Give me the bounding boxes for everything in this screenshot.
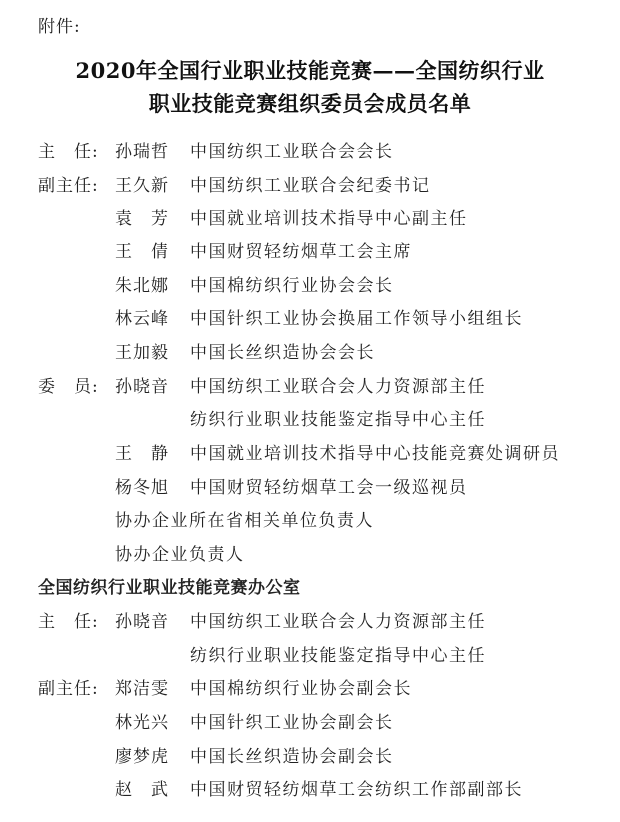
member-name: 王 倩 bbox=[115, 242, 169, 262]
member-position: 中国针织工业协会换届工作领导小组组长 bbox=[190, 309, 523, 329]
member-position: 中国纺织工业联合会纪委书记 bbox=[190, 176, 431, 196]
member-position: 纺织行业职业技能鉴定指导中心主任 bbox=[190, 646, 486, 666]
member-name: 孙瑞哲 bbox=[115, 142, 169, 162]
member-name: 赵 武 bbox=[115, 780, 169, 800]
member-position: 中国纺织工业联合会人力资源部主任 bbox=[190, 377, 486, 397]
role-label: 副主任: bbox=[38, 176, 99, 196]
member-position: 中国棉纺织行业协会会长 bbox=[190, 276, 394, 296]
member-name: 袁 芳 bbox=[115, 209, 169, 229]
member-name: 林光兴 bbox=[115, 713, 169, 733]
member-name: 王 静 bbox=[115, 444, 169, 464]
member-name: 林云峰 bbox=[115, 309, 169, 329]
attachment-label: 附件: bbox=[38, 17, 81, 37]
member-position: 中国棉纺织行业协会副会长 bbox=[190, 679, 412, 699]
role-label: 主 任: bbox=[38, 612, 99, 632]
member-position: 中国财贸轻纺烟草工会主席 bbox=[190, 242, 412, 262]
member-name: 王加毅 bbox=[115, 343, 169, 363]
member-position: 中国长丝织造协会会长 bbox=[190, 343, 375, 363]
member-position: 中国针织工业协会副会长 bbox=[190, 713, 394, 733]
member-position: 纺织行业职业技能鉴定指导中心主任 bbox=[190, 410, 486, 430]
role-label: 委 员: bbox=[38, 377, 99, 397]
member-name: 王久新 bbox=[115, 176, 169, 196]
office-section-heading: 全国纺织行业职业技能竞赛办公室 bbox=[38, 578, 301, 598]
member-position: 中国就业培训技术指导中心技能竞赛处调研员 bbox=[190, 444, 560, 464]
member-name: 廖梦虎 bbox=[115, 747, 169, 767]
document-title-line-1: 2020年全国行业职业技能竞赛——全国纺织行业 bbox=[75, 58, 545, 83]
member-position: 中国纺织工业联合会会长 bbox=[190, 142, 394, 162]
member-position: 中国长丝织造协会副会长 bbox=[190, 747, 394, 767]
member-position: 中国纺织工业联合会人力资源部主任 bbox=[190, 612, 486, 632]
member-name: 杨冬旭 bbox=[115, 478, 169, 498]
member-extra-text: 协办企业负责人 bbox=[115, 545, 245, 565]
member-name: 郑洁雯 bbox=[115, 679, 169, 699]
member-name: 孙晓音 bbox=[115, 612, 169, 632]
member-position: 中国财贸轻纺烟草工会纺织工作部副部长 bbox=[190, 780, 523, 800]
role-label: 副主任: bbox=[38, 679, 99, 699]
role-label: 主 任: bbox=[38, 142, 99, 162]
member-extra-text: 协办企业所在省相关单位负责人 bbox=[115, 511, 374, 531]
member-name: 孙晓音 bbox=[115, 377, 169, 397]
document-title-line-2: 职业技能竞赛组织委员会成员名单 bbox=[148, 91, 472, 116]
member-position: 中国就业培训技术指导中心副主任 bbox=[190, 209, 468, 229]
member-name: 朱北娜 bbox=[115, 276, 169, 296]
member-position: 中国财贸轻纺烟草工会一级巡视员 bbox=[190, 478, 468, 498]
